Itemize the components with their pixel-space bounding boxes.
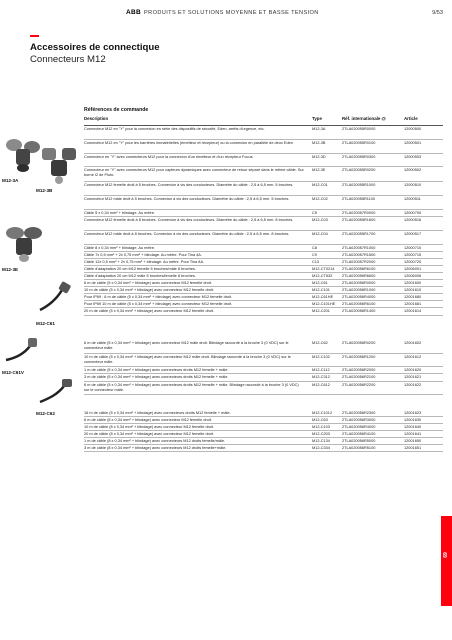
table-row — [84, 217, 443, 231]
cell-article: 12001630 — [404, 418, 422, 422]
side-label-m12-c62: M12-C62 — [36, 411, 55, 416]
col-header-description: Description — [84, 116, 109, 121]
cell-description: 6 m de câble (8 x 0,34 mm² + blindage) avec connecteur M12 femelle droit. — [84, 418, 212, 422]
table-row — [84, 424, 443, 431]
cell-article: 12001623 — [404, 411, 422, 415]
cell-reference: 2TLA020057R1500 — [342, 253, 376, 257]
side-label-m12-3a: M12-3A — [2, 178, 19, 183]
cell-reference: 2TLA020056R4100 — [342, 432, 376, 436]
cell-article: 12001680 — [404, 295, 422, 299]
table-row — [84, 210, 443, 217]
table-row — [84, 354, 443, 367]
cell-description: Connecteur M12 en "Y" pour la connexion en série des dispositifs de sécurité, Eden, arrêts d'urgence, etc. — [84, 127, 265, 131]
table-row — [84, 154, 443, 167]
col-header-ref: Réf. internationale @ — [342, 116, 386, 121]
cell-description: 1 m de câble (8 x 0,34 mm² + blindage) avec connecteurs M12 droits femelle/mâle. — [84, 439, 226, 443]
cell-description: 10 m de câble (5 x 0,34 mm² + blindage) avec connecteur M12 mâle droit. Blindage raccordé à la broche 3 (0 VDC) sur le connecteur mâle. — [84, 355, 291, 364]
cell-description: Câble d'adaptation 20 cm M12 femelle 5 broches/mâle 8 broches. — [84, 267, 196, 271]
m12-c61v-cable-image — [2, 332, 42, 368]
cell-article: 12000517 — [404, 232, 422, 236]
cell-reference: 2TLA020056R0200 — [342, 341, 376, 345]
page-number: 9/53 — [432, 9, 443, 16]
cell-type: M12-3E — [312, 168, 326, 172]
cell-article: 12000720 — [404, 260, 422, 264]
cell-article: 12001681 — [404, 302, 422, 306]
side-label-m12-3e: M12-3E — [2, 267, 19, 272]
cell-description: 3 m de câble (8 x 0,34 mm² + blindage) avec connecteurs M12 droits femelle+mâle. — [84, 446, 227, 450]
table-row — [84, 431, 443, 438]
m12-c62-cable-image — [36, 376, 76, 410]
table-row — [84, 245, 443, 252]
cell-type: M12-C04 — [312, 232, 328, 236]
cell-description: Connecteur en "Y" avec connecteurs M12 pour la connexion d'un émetteur et d'un récepteur Focus. — [84, 155, 254, 159]
cell-reference: 2TLA020056R2000 — [342, 368, 376, 372]
cell-type: M12-C201 — [312, 309, 330, 313]
table-row — [84, 410, 443, 417]
cell-description: Pour IP69 : 6 m de câble (5 x 0,34 mm² + blindage) avec connecteur M12 femelle droit. — [84, 295, 233, 299]
cell-description: 3 m de câble (5 x 0,34 mm² + blindage) avec connecteurs droits M12 femelle + mâle. — [84, 375, 229, 379]
cell-reference: 2TLA020057R0000 — [342, 211, 376, 215]
table-row — [84, 301, 443, 308]
cell-description: Câble 8 x 0,34 mm² + blindage. Au mètre. — [84, 246, 156, 250]
cell-type: M12-3B — [312, 141, 326, 145]
cell-reference: 2TLA020056R4000 — [342, 425, 376, 429]
cell-description: 6 m de câble (5 x 0,34 mm² + blindage) avec connecteur M12 femelle droit. — [84, 281, 212, 285]
cell-article: 12006006 — [404, 274, 422, 278]
cell-description: Câble 12x 0,5 mm² + 2x 0,75 mm² + blindage. Au mètre. Pour Tina 8A. — [84, 260, 205, 264]
table-row — [84, 367, 443, 374]
cell-type: C9 — [312, 253, 317, 257]
cell-reference: 2TLA020056R2100 — [342, 375, 376, 379]
cell-description: 16 m de câble (5 x 0,34 mm² + blindage) avec connecteurs droits M12 femelle + mâle. — [84, 411, 231, 415]
table-row — [84, 140, 443, 154]
cell-description: 1 m de câble (5 x 0,34 mm² + blindage) avec connecteurs droits M12 femelle + mâle. — [84, 368, 229, 372]
cell-description: Câble 5 x 0,34 mm² + blindage. Au mètre. — [84, 211, 156, 215]
cell-description: 6 m de câble (5 x 0,34 mm² + blindage) avec connecteurs droits M12 femelle + mâle. Blindage raccordé à la broche 3 (0 VDC) sur le connecteur mâle. — [84, 383, 299, 392]
table-row — [84, 231, 443, 245]
m12-c61-cable-image — [36, 280, 76, 318]
cell-type: M12-C112 — [312, 368, 330, 372]
cell-article: 12000710 — [404, 246, 422, 250]
cell-article: 12001620 — [404, 368, 422, 372]
cell-type: M12-C101HE — [312, 302, 336, 306]
cell-type: M12-C334 — [312, 446, 330, 450]
cell-type: M12-C103 — [312, 425, 330, 429]
cell-article: 12001612 — [404, 355, 422, 359]
cell-type: M12-3A — [312, 127, 326, 131]
cell-article: 12001640 — [404, 425, 422, 429]
cell-reference: 2TLA020055R1700 — [342, 232, 376, 236]
cell-type: M12-C134 — [312, 439, 330, 443]
m12-3e-connector-image — [2, 222, 46, 264]
cell-article: 12000510 — [404, 183, 422, 187]
cell-reference: 2TLA020056R1000 — [342, 288, 376, 292]
cell-article: 12000511 — [404, 197, 421, 201]
cell-article: 12000715 — [404, 253, 422, 257]
cell-description: 6 m de câble (5 x 0,34 mm² + blindage) avec connecteur M12 mâle droit. Blindage raccordé à la broche 3 (0 VDC) sur le connecteur mâle. — [84, 341, 289, 350]
cell-description: Connecteur M12 en "Y" pour les barrières immatérielles (émetteur et récepteur) ou la connexion en parallèle de deux Eden — [84, 141, 293, 145]
cell-description: Connecteur M12 mâle droit à 8 broches. Connexion à vis des conducteurs. Diamètre du câble : 2,5 à 6,5 mm. 8 broches. — [84, 232, 290, 236]
page-title: Accessoires de connectique — [30, 42, 160, 53]
table-row — [84, 196, 443, 210]
table-row — [84, 252, 443, 259]
table-row — [84, 308, 443, 316]
cell-article: 12000500 — [404, 127, 422, 131]
cell-reference: 2TLA020056R2300 — [342, 411, 376, 415]
cell-description: 20 m de câble (5 x 0,34 mm² + blindage) avec connecteur M12 femelle droit. — [84, 309, 215, 313]
col-header-type: Type — [312, 116, 322, 121]
cell-type: M12-C203 — [312, 432, 330, 436]
cell-reference: 2TLA020056R2200 — [342, 383, 376, 387]
cell-article: 12001621 — [404, 375, 422, 379]
cell-reference: 2TLA020055R1100 — [342, 197, 376, 201]
cell-article: 12001602 — [404, 341, 422, 345]
cell-reference: 2TLA020056R6600 — [342, 274, 376, 278]
page-header — [0, 9, 452, 21]
cell-type: C5 — [312, 211, 317, 215]
cell-type: M12-C61 — [312, 281, 328, 285]
cell-type: M12-C102 — [312, 355, 330, 359]
cell-reference: 2TLA020056R1400 — [342, 309, 376, 313]
cell-reference: 2TLA020057R2000 — [342, 260, 376, 264]
cell-reference: 2TLA020055R0100 — [342, 141, 376, 145]
cell-description: Connecteur M12 femelle droit à 8 broches. Connexion à vis des conducteurs. Diamètre du câble : 2,5 à 6,5 mm. 8 broches. — [84, 218, 294, 222]
cell-type: M12-C01 — [312, 183, 328, 187]
cell-type: M12-C61HE — [312, 295, 334, 299]
cell-description: Câble d'adaptation 20 cm M12 mâle 5 broches/femelle 8 broches. — [84, 274, 196, 278]
m12-3b-connector-image — [38, 142, 80, 186]
cell-description: 10 m de câble (5 x 0,34 mm² + blindage) avec connecteur M12 femelle droit. — [84, 288, 215, 292]
cell-type: M12-C03 — [312, 218, 328, 222]
cell-reference: 2TLA020056R0000 — [342, 281, 376, 285]
cell-article: 12001622 — [404, 383, 422, 387]
table-row — [84, 167, 443, 182]
side-label-m12-c61: M12-C61 — [36, 321, 55, 326]
cell-reference: 2TLA020056R6100 — [342, 302, 376, 306]
side-label-m12-c61v: M12-C61V — [2, 370, 24, 375]
table-row — [84, 266, 443, 273]
cell-type: M12-CT0214 — [312, 267, 335, 271]
cell-article: 12000516 — [404, 218, 422, 222]
header-title: PRODUITS ET SOLUTIONS MOYENNE ET BASSE TENSION — [144, 9, 319, 16]
cell-article: 12006001 — [404, 267, 422, 271]
cell-reference: 2TLA020056R1200 — [342, 355, 376, 359]
cell-description: Pour IP69 10 m de câble (5 x 0,34 mm² + blindage) avec connecteur M12 femelle droit. — [84, 302, 233, 306]
table-row — [84, 382, 443, 395]
col-header-article: Article — [404, 116, 418, 121]
cell-type: M12-C02 — [312, 197, 328, 201]
cell-reference: 2TLA020055R0000 — [342, 127, 376, 131]
cell-article: 12001650 — [404, 439, 422, 443]
cell-description: 20 m de câble (8 x 0,34 mm² + blindage) avec connecteur M12 femelle droit. — [84, 432, 215, 436]
cell-type: M12-C62 — [312, 341, 328, 345]
cell-article: 12000501 — [404, 141, 422, 145]
cell-article: 12001614 — [404, 309, 422, 313]
cell-description: 10 m de câble (8 x 0,34 mm² + blindage) avec connecteur M12 femelle droit. — [84, 425, 215, 429]
table-row — [84, 182, 443, 196]
cell-description: Câble 7x 0,5 mm² + 2x 0,75 mm² + blindage. Au mètre. Pour Tina 4A. — [84, 253, 202, 257]
table-row — [84, 417, 443, 424]
table-row — [84, 294, 443, 301]
cell-article: 12001610 — [404, 288, 422, 292]
cell-type: M12-C101 — [312, 288, 330, 292]
cell-type: M12-CT532 — [312, 274, 333, 278]
cell-type: M12-C312 — [312, 375, 330, 379]
table-row — [84, 374, 443, 382]
cell-type: C13 — [312, 260, 320, 264]
accent-bar — [30, 35, 39, 37]
side-label-m12-3b: M12-3B — [36, 188, 53, 193]
section-tab — [441, 516, 452, 606]
abb-logo: ABB — [126, 9, 141, 16]
cell-reference: 2TLA020055R0300 — [342, 155, 376, 159]
cell-article: 12000503 — [404, 155, 422, 159]
table-row — [84, 445, 443, 452]
table-row — [84, 125, 443, 140]
cell-type: C8 — [312, 246, 317, 250]
table-row — [84, 273, 443, 280]
cell-article: 12001600 — [404, 281, 422, 285]
cell-article: 12001641 — [404, 432, 422, 436]
cell-reference: 2TLA020055R1600 — [342, 218, 376, 222]
cell-reference: 2TLA020056R6100 — [342, 267, 376, 271]
cell-article: 12000502 — [404, 168, 422, 172]
section-title: Références de commande — [84, 107, 149, 113]
section-tab-number: 69 — [443, 552, 449, 558]
cell-reference: 2TLA020056R3000 — [342, 418, 376, 422]
cell-article: 12000700 — [404, 211, 422, 215]
cell-type: M12-C612 — [312, 383, 330, 387]
cell-article: 12001651 — [404, 446, 422, 450]
cell-reference: 2TLA020056R4000 — [342, 295, 376, 299]
table-row — [84, 438, 443, 445]
cell-description: Connecteur M12 femelle droit à 5 broches. Connexion à vis des conducteurs. Diamètre du câble : 2,5 à 6,5 mm. 5 broches. — [84, 183, 294, 187]
cell-reference: 2TLA020057R1000 — [342, 246, 376, 250]
cell-description: Connecteur en "Y" avec connecteurs M12 pour capteurs dynamiques avec connecteur de retour séparé dans le même câble. Sur borne I2 de Pluto. — [84, 168, 304, 177]
cell-reference: 2TLA020055R1000 — [342, 183, 376, 187]
cell-type: M12-C1012 — [312, 411, 333, 415]
cell-reference: 2TLA020056R5000 — [342, 439, 376, 443]
cell-reference: 2TLA020055R0200 — [342, 168, 376, 172]
table-row — [84, 259, 443, 266]
table-row — [84, 287, 443, 294]
table-row — [84, 280, 443, 287]
cell-description: Connecteur M12 mâle droit à 5 broches. Connexion à vis des conducteurs. Diamètre du câble : 2,5 à 6,5 mm. 5 broches. — [84, 197, 290, 201]
cell-type: M12-C63 — [312, 418, 328, 422]
cell-type: M12-3D — [312, 155, 326, 159]
table-row — [84, 340, 443, 354]
page-subtitle: Connecteurs M12 — [30, 54, 106, 65]
cell-reference: 2TLA020056R5100 — [342, 446, 376, 450]
